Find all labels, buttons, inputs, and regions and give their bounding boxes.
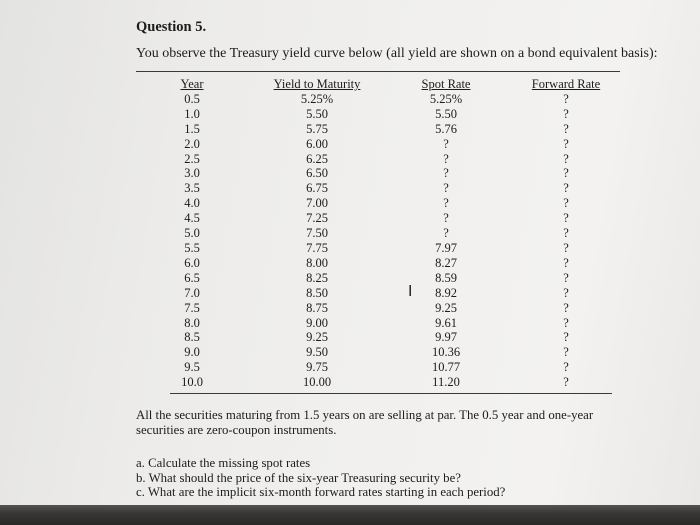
table-cell-spot: ?: [443, 166, 449, 181]
table-cell-ytm: 8.50: [306, 285, 328, 300]
table-cell-forward: ?: [563, 181, 569, 196]
table-cell-forward: ?: [563, 240, 569, 255]
screen-bezel: [0, 505, 700, 525]
table-cell-forward: ?: [563, 285, 569, 300]
table-cell-spot: 9.61: [435, 315, 457, 330]
table-cell-forward: ?: [563, 136, 569, 151]
table-cell-forward: ?: [563, 121, 569, 136]
table-cell-year: 0.5: [184, 91, 200, 106]
table-cell-forward: ?: [563, 330, 569, 345]
table-cell-forward: ?: [563, 360, 569, 375]
table-bottom-rule: [170, 393, 612, 394]
table-cell-year: 1.5: [184, 121, 200, 136]
table-cell-spot: ?: [443, 181, 449, 196]
spot-cells: [416, 92, 476, 390]
table-cell-ytm: 6.25: [306, 151, 328, 166]
table-cell-spot: ?: [443, 211, 449, 226]
table-cell-ytm: 6.00: [306, 136, 328, 151]
table-cell-ytm: 8.00: [306, 255, 328, 270]
table-cell-year: 5.0: [184, 226, 200, 241]
table-cell-spot: 7.97: [435, 240, 457, 255]
year-column: [174, 77, 210, 390]
table-cell-year: 6.0: [184, 255, 200, 270]
table-cell-year: 7.5: [184, 300, 200, 315]
table-cell-forward: ?: [563, 226, 569, 241]
table-cell-ytm: 7.00: [306, 196, 328, 211]
text-cursor-icon: I: [408, 282, 413, 300]
intro-text: You observe the Treasury yield curve below (all yield are shown on a bond equivalent basis):: [136, 46, 658, 61]
table-cell-year: 8.5: [184, 330, 200, 345]
table-cell-spot: ?: [443, 226, 449, 241]
table-cell-spot: 5.76: [435, 121, 457, 136]
table-cell-spot: 11.20: [432, 375, 460, 390]
table-cell-forward: ?: [563, 196, 569, 211]
table-cell-spot: 9.25: [435, 300, 457, 315]
table-cell-ytm: 8.25: [306, 270, 328, 285]
table-cell-year: 7.0: [184, 285, 200, 300]
table-cell-year: 4.5: [184, 211, 200, 226]
table-cell-year: 2.5: [184, 151, 200, 166]
table-cell-ytm: 6.75: [306, 181, 328, 196]
table-cell-spot: ?: [443, 151, 449, 166]
table-cell-spot: 8.59: [435, 270, 457, 285]
securities-note: All the securities maturing from 1.5 years on are selling at par. The 0.5 year and one-year securities are zero-coupon instruments.: [136, 408, 594, 437]
table-cell-year: 5.5: [184, 240, 200, 255]
table-cell-year: 4.0: [184, 196, 200, 211]
table-cell-spot: ?: [443, 136, 449, 151]
table-cell-forward: ?: [563, 91, 569, 106]
table-cell-spot: 5.25%: [429, 91, 463, 106]
table-cell-ytm: 6.50: [306, 166, 328, 181]
table-cell-year: 3.0: [184, 166, 200, 181]
table-cell-ytm: 5.50: [306, 106, 328, 121]
question-list: [136, 456, 505, 500]
table-cell-spot: 9.97: [435, 330, 457, 345]
forward-column: [526, 77, 606, 390]
table-top-rule: [136, 71, 620, 72]
ytm-header: Yield to Maturity: [273, 77, 361, 91]
table-cell-year: 6.5: [184, 270, 200, 285]
table-cell-ytm: 9.50: [306, 345, 328, 360]
year-cells: [174, 92, 210, 390]
forward-cells: [526, 92, 606, 390]
table-cell-ytm: 5.75: [306, 121, 328, 136]
table-cell-ytm: 10.00: [302, 375, 332, 390]
table-cell-ytm: 9.75: [306, 360, 328, 375]
table-cell-ytm: 7.50: [306, 226, 328, 241]
table-cell-year: 8.0: [184, 315, 200, 330]
ytm-column: [272, 77, 362, 390]
table-cell-year: 2.0: [184, 136, 200, 151]
table-cell-year: 10.0: [181, 375, 203, 390]
table-cell-forward: ?: [563, 270, 569, 285]
table-cell-spot: 8.27: [435, 255, 457, 270]
table-cell-spot: 10.77: [431, 360, 461, 375]
table-cell-ytm: 9.00: [306, 315, 328, 330]
table-cell-forward: ?: [563, 166, 569, 181]
table-cell-ytm: 7.75: [306, 240, 328, 255]
table-cell-forward: ?: [563, 315, 569, 330]
question-item-a: a. Calculate the missing spot rates: [136, 456, 311, 470]
spot-column: [416, 77, 476, 390]
spot-header: Spot Rate: [421, 77, 471, 91]
table-cell-spot: 10.36: [431, 345, 461, 360]
year-header: Year: [180, 77, 204, 91]
table-cell-year: 3.5: [184, 181, 200, 196]
table-cell-forward: ?: [563, 375, 569, 390]
table-cell-year: 9.5: [184, 360, 200, 375]
question-title: Question 5.: [136, 19, 207, 35]
forward-header: Forward Rate: [531, 77, 601, 91]
table-cell-spot: 5.50: [435, 106, 457, 121]
table-cell-forward: ?: [563, 255, 569, 270]
table-cell-year: 1.0: [184, 106, 200, 121]
table-cell-ytm: 5.25%: [300, 91, 334, 106]
table-cell-forward: ?: [563, 345, 569, 360]
table-cell-ytm: 7.25: [306, 211, 328, 226]
table-cell-ytm: 8.75: [306, 300, 328, 315]
table-cell-year: 9.0: [184, 345, 200, 360]
question-item-b: b. What should the price of the six-year Treasuring security be?: [136, 470, 461, 485]
ytm-cells: [272, 92, 362, 390]
table-cell-forward: ?: [563, 151, 569, 166]
table-cell-forward: ?: [563, 211, 569, 226]
table-cell-spot: 8.92: [435, 285, 457, 300]
table-cell-spot: ?: [443, 196, 449, 211]
question-item-c: c. What are the implicit six-month forward rates starting in each period?: [136, 485, 506, 500]
table-cell-forward: ?: [563, 300, 569, 315]
table-cell-ytm: 9.25: [306, 330, 328, 345]
table-cell-forward: ?: [563, 106, 569, 121]
